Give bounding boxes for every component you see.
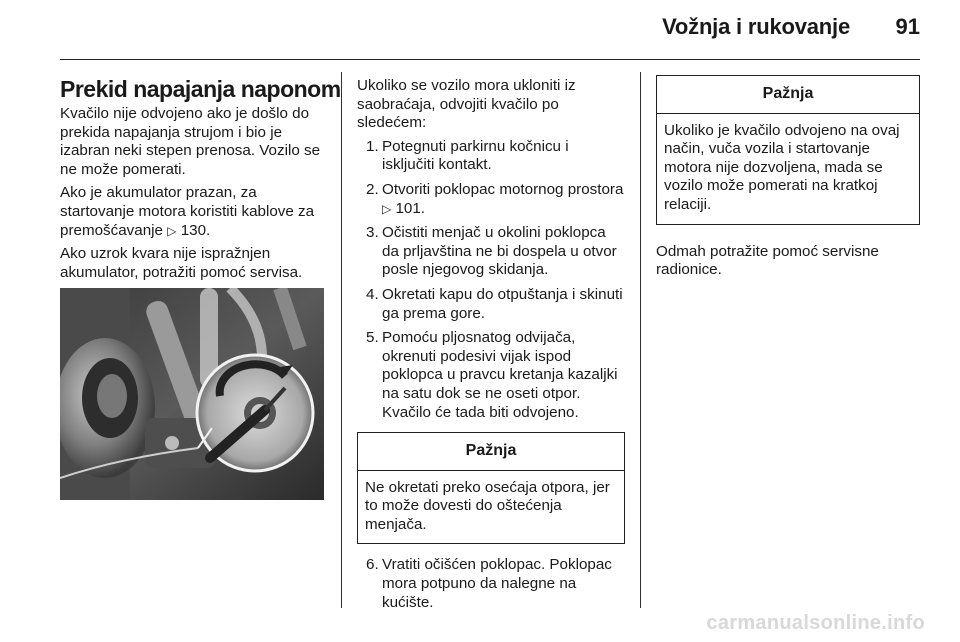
notice-box <box>656 75 920 225</box>
step-text: Okretati kapu do otpuštanja i skinuti ga prema gore. <box>382 285 623 322</box>
step-1 <box>357 138 625 175</box>
paragraph-voltage-loss: Kvačilo nije odvojeno ako je došlo do prekida napajanja strujom i bio je izabran neki stepen prenosa. Vozilo se ne može pomerati. <box>60 105 321 178</box>
watermark: carmanualsonline.info <box>706 612 925 634</box>
engine-photo-svg <box>60 288 324 500</box>
step-text: Potegnuti parkirnu kočnicu i isključiti kontakt. <box>382 137 569 174</box>
notice-title: Pažnja <box>657 76 919 114</box>
step-2 <box>357 181 625 218</box>
page-reference-link[interactable]: 130. <box>180 221 211 239</box>
header-divider <box>60 59 920 60</box>
column-2 <box>357 77 625 618</box>
page-header-title: Vožnja i rukovanje <box>662 14 850 39</box>
step-text: Očistiti menjač u okolini poklopca da prljavština ne bi dospela u otvor posle njegovog skidanja. <box>382 224 617 279</box>
step-text: Pomoću pljosnatog odvijača, okrenuti podesivi vijak ispod poklopca u pravcu kretanja kazaljki na satu dok se ne oseti otpor. Kvačilo će tada biti odvojeno. <box>382 329 618 421</box>
page-reference-arrow-icon: ▷ <box>167 223 177 238</box>
paragraph-intro: Ukoliko se vozilo mora ukloniti iz saobraćaja, odvojiti kvačilo po sledećem: <box>357 77 576 132</box>
column-divider-2 <box>640 72 641 608</box>
step-number: 6. <box>366 556 379 574</box>
column-divider-1 <box>341 72 342 608</box>
section-title: Prekid napajanja naponom <box>60 76 341 102</box>
step-number: 1. <box>366 137 379 155</box>
paragraph-battery-text: Ako je akumulator prazan, za startovanje motora koristiti kablove za premošćavanje <box>60 184 315 239</box>
step-number: 3. <box>366 224 379 242</box>
step-number: 2. <box>366 180 379 198</box>
page-number: 91 <box>895 14 920 39</box>
step-list <box>357 138 625 422</box>
notice-box <box>357 432 625 544</box>
column-1 <box>60 75 341 287</box>
step-number: 4. <box>366 285 379 303</box>
step-text: Otvoriti poklopac motornog prostora <box>382 180 624 198</box>
step-5 <box>357 329 625 422</box>
paragraph-service-help: Ako uzrok kvara nije ispražnjen akumulator, potražiti pomoć servisa. <box>60 245 303 281</box>
step-list-continued <box>357 556 625 612</box>
notice-title: Pažnja <box>358 433 624 471</box>
step-4 <box>357 286 625 323</box>
paragraph-service-workshop: Odmah potražite pomoć servisne radionice. <box>656 242 879 279</box>
page-reference-link[interactable]: 101. <box>395 199 426 217</box>
engine-clutch-screw-illustration <box>60 288 324 500</box>
paragraph-battery-empty <box>60 184 328 240</box>
notice-body: Ne okretati preko osećaja otpora, jer to može dovesti do oštećenja menjača. <box>365 478 610 533</box>
step-3 <box>357 224 625 280</box>
step-text: Vratiti očišćen poklopac. Poklopac mora potpuno da nalegne na kućište. <box>382 556 612 611</box>
column-3 <box>656 75 920 285</box>
step-number: 5. <box>366 329 379 347</box>
page-reference-arrow-icon: ▷ <box>382 201 392 216</box>
notice-body: Ukoliko je kvačilo odvojeno na ovaj način, vuča vozila i startovanje motora nije dozvoljena, mada se vozilo može pomerati na kratkoj relaciji. <box>664 121 900 213</box>
step-6 <box>357 556 625 612</box>
